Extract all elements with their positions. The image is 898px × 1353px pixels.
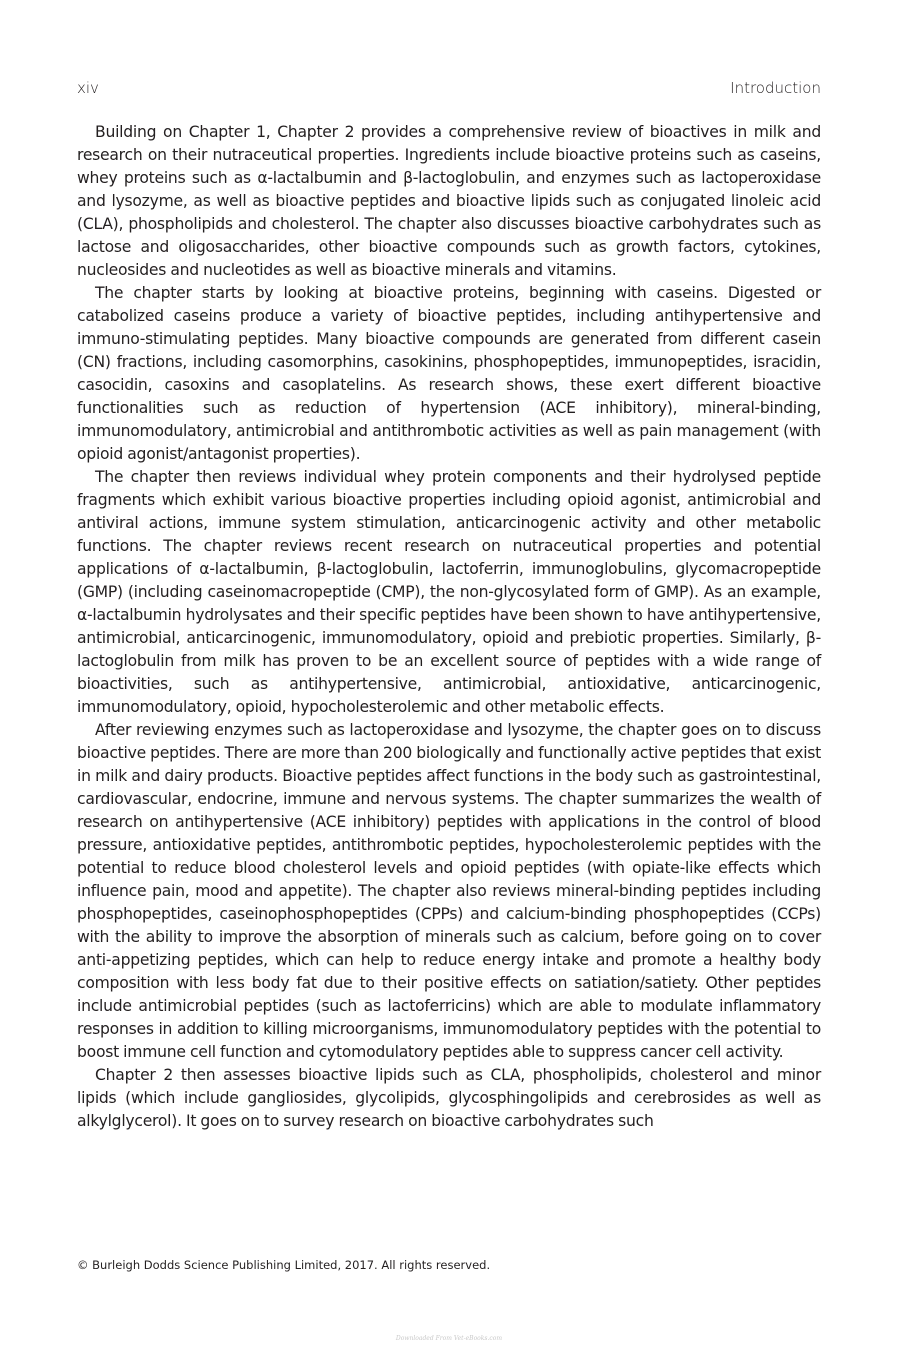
- download-watermark: Downloaded From Vet-eBooks.com: [395, 1335, 503, 1342]
- paragraph: The chapter starts by looking at bioactive proteins, beginning with caseins. Digested or catabolized caseins produce a variety of bioactive peptides, including antihypertensive and immuno-stimulating peptides. Many bioactive compounds are generated from different casein (CN) fractions, including casomorphins, casokinins, phosphopeptides, immunopeptides, isracidin, casocidin, casoxins and casoplatelins. As research shows, these exert different bioactive functionalities such as reduction of hypertension (ACE inhibitory), mineral-binding, immunomodulatory, antimicrobial and antithrombotic activities as well as pain management (with opioid agonist/antagonist properties).: [77, 284, 821, 463]
- paragraph: After reviewing enzymes such as lactoperoxidase and lysozyme, the chapter goes on to discuss bioactive peptides. There are more than 200 biologically and functionally active peptides that exist in milk and dairy products. Bioactive peptides affect functions in the body such as gastrointestinal, cardiovascular, endocrine, immune and nervous systems. The chapter summarizes the wealth of research on antihypertensive (ACE inhibitory) peptides with applications in the control of blood pressure, antioxidative peptides, antithrombotic peptides, hypocholesterolemic peptides with the potential to reduce blood cholesterol levels and opioid peptides (with opiate-like effects which influence pain, mood and appetite). The chapter also reviews mineral-binding peptides including phosphopeptides, caseinophosphopeptides (CPPs) and calcium-binding phosphopeptides (CCPs) with the ability to improve the absorption of minerals such as calcium, before going on to cover anti-appetizing peptides, which can help to reduce energy intake and promote a healthy body composition with less body fat due to their positive effects on satiation/satiety. Other peptides include antimicrobial peptides (such as lactoferricins) which are able to modulate inflammatory responses in addition to killing microorganisms, immunomodulatory peptides with the potential to boost immune cell function and cytomodulatory peptides able to suppress cancer cell activity.: [77, 721, 822, 1061]
- paragraph: Chapter 2 then assesses bioactive lipids such as CLA, phospholipids, cholesterol and minor lipids (which include gangliosides, glycolipids, glycosphingolipids and cerebrosides as well as alkylglycerol). It goes on to survey research on bioactive carbohydrates such: [77, 1066, 821, 1130]
- running-head-title: Introduction: [730, 79, 821, 97]
- page-number: xiv: [77, 79, 99, 97]
- copyright-notice: © Burleigh Dodds Science Publishing Limited, 2017. All rights reserved.: [77, 1258, 491, 1272]
- paragraph: The chapter then reviews individual whey protein components and their hydrolysed peptide fragments which exhibit various bioactive properties including opioid agonist, antimicrobial and antiviral actions, immune system stimulation, anticarcinogenic activity and other metabolic functions. The chapter reviews recent research on nutraceutical properties and potential applications of α-lactalbumin, β-lactoglobulin, lactoferrin, immunoglobulins, glycomacropeptide (GMP) (including caseinomacropeptide (CMP), the non-glycosylated form of GMP). As an example, α-lactalbumin hydrolysates and their specific peptides have been shown to have antihypertensive, antimicrobial, anticarcinogenic, immunomodulatory, opioid and prebiotic properties. Similarly, β-lactoglobulin from milk has proven to be an excellent source of peptides with a wide range of bioactivities, such as antihypertensive, antimicrobial, antioxidative, anticarcinogenic, immunomodulatory, opioid, hypocholesterolemic and other metabolic effects.: [77, 468, 821, 716]
- running-head: [77, 78, 821, 98]
- paragraph: Building on Chapter 1, Chapter 2 provides a comprehensive review of bioactives in milk and research on their nutraceutical properties. Ingredients include bioactive proteins such as caseins, whey proteins such as α-lactalbumin and β-lactoglobulin, and enzymes such as lactoperoxidase and lysozyme, as well as bioactive peptides and bioactive lipids such as conjugated linoleic acid (CLA), phospholipids and cholesterol. The chapter also discusses bioactive carbohydrates such as lactose and oligosaccharides, other bioactive compounds such as growth factors, cytokines, nucleosides and nucleotides as well as bioactive minerals and vitamins.: [77, 123, 821, 279]
- body-text: [77, 121, 821, 1133]
